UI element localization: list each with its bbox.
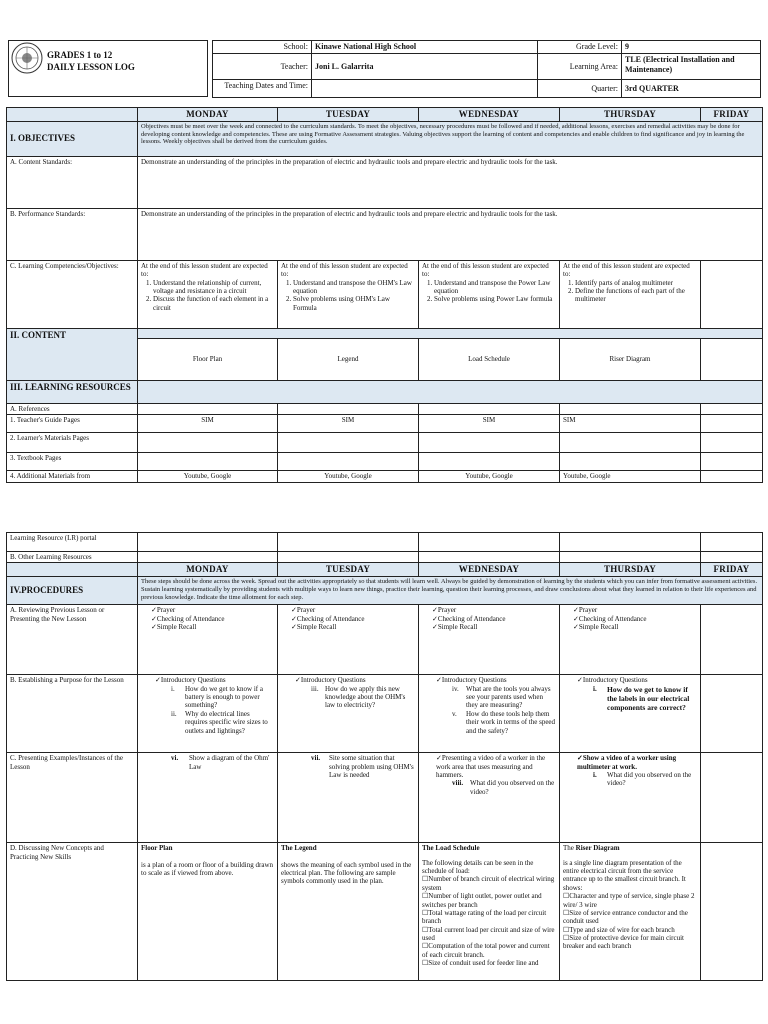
additional-tuesday: Youtube, Google <box>278 471 419 483</box>
content-heading: II. CONTENT <box>7 328 138 380</box>
grade-label: Grade Level: <box>538 41 622 54</box>
list-item: ☐ Type and size of wire for each branch <box>563 926 697 934</box>
purpose-tuesday <box>278 675 419 753</box>
area-value: TLE (Electrical Installation and Maintenance) <box>622 54 761 80</box>
objectives-note: Objectives must be meet over the week and connected to the curriculum standards. To meet the objectives, necessary procedures must be followed and if needed, additional lessons, exercises and remedial activities may be done for developing content knowledge and competencies. These are using Formative Assessment strategies. Valuing objectives support the learning of content and competencies and enable children to find significance and joy in learning the lessons. Weekly objectives shall be derived from the curriculum guides. <box>138 121 763 156</box>
quarter-label: Quarter: <box>538 80 622 98</box>
procedures-note: These steps should be done across the week. Spread out the activities appropriately so that students will learn well. Always be guided by demonstration of learning by the students which you can infer from formative assessment activities. Sustain learning systematically by providing students with multiple ways to learn new things, practice their learning, question their learning processes, and draw conclusions about what they learned in relation to their life experiences and previous knowledge. Indicate the time allotment for each step. <box>138 577 763 605</box>
day-thursday-2: THURSDAY <box>560 563 701 577</box>
purpose-monday <box>138 675 278 753</box>
list-item: ✓ Simple Recall <box>432 623 556 631</box>
teacher-label: Teacher: <box>213 54 312 80</box>
legend-text: shows the meaning of each symbol used in the electrical plan. The following are sample symbols commonly used in the plan. <box>281 860 412 886</box>
teacher-guide-tuesday: SIM <box>278 415 419 433</box>
title-line2: DAILY LESSON LOG <box>47 61 135 72</box>
day-tuesday: TUESDAY <box>278 108 419 122</box>
additional-monday: Youtube, Google <box>138 471 278 483</box>
list-item: ✓ Simple Recall <box>291 623 415 631</box>
content-standards-label: A. Content Standards: <box>7 156 138 208</box>
activity: Site some situation that solving problem using OHM's Law is needed <box>329 754 414 779</box>
question: What are the tools you always see your parents used when they are measuring? <box>466 684 551 710</box>
numeral: iii. <box>311 684 319 693</box>
comp-intro: At the end of this lesson student are expected to: <box>563 261 690 279</box>
purpose-wednesday <box>419 675 560 753</box>
activity: ✓ Show a video of a worker using multimeter at work. <box>563 754 697 771</box>
competencies-thursday <box>560 260 701 328</box>
numeral: iv. <box>452 684 459 693</box>
teacher-value: Joni L. Galarrita <box>312 54 538 80</box>
question: How do these tools help them their work in terms of the speed and the safety? <box>466 709 556 735</box>
competencies-tuesday <box>278 260 419 328</box>
day-monday: MONDAY <box>138 108 278 122</box>
day-friday: FRIDAY <box>701 108 763 122</box>
list-item: ☐ Number of light outlet, power outlet and switches per branch <box>422 892 556 909</box>
additional-label: 4. Additional Materials from <box>7 471 138 483</box>
comp-item: 1. Understand and transpose the OHM's Law equation <box>293 279 415 296</box>
question: Why do electrical lines requires specific wire sizes to outlets and lightings? <box>185 709 268 735</box>
question: How do we apply this new knowledge about the OHM's law to electricity? <box>325 684 406 710</box>
teacher-guide-wednesday: SIM <box>419 415 560 433</box>
comp-item: 1. Understand and transpose the Power Law equation <box>434 279 556 296</box>
header-table <box>212 40 761 98</box>
list-item: ✓ Simple Recall <box>573 623 697 631</box>
legend-title: The Legend <box>281 844 317 853</box>
references-label: A. References <box>7 403 138 414</box>
intro-questions: ✓ Introductory Questions <box>141 676 274 684</box>
question: How do we get to know if the labels in our electrical components are correct? <box>607 684 690 712</box>
day-tuesday-2: TUESDAY <box>278 563 419 577</box>
competencies-label: C. Learning Competencies/Objectives: <box>7 260 138 328</box>
day-thursday: THURSDAY <box>560 108 701 122</box>
discussing-label: D. Discussing New Concepts and Practicing New Skills <box>7 843 138 981</box>
list-item: ✓ Prayer <box>432 606 556 614</box>
procedures-heading: IV.PROCEDURES <box>7 577 138 605</box>
learner-materials-label: 2. Learner's Materials Pages <box>7 433 138 453</box>
area-label: Learning Area: <box>538 54 622 80</box>
content-standards-text: Demonstrate an understanding of the principles in the preparation of electric and hydraulic tools and prepare electric and hydraulic tools for the task. <box>138 156 763 208</box>
content-wednesday: Load Schedule <box>419 338 560 380</box>
day-monday-2: MONDAY <box>138 563 278 577</box>
day-friday-2: FRIDAY <box>701 563 763 577</box>
presenting-wednesday <box>419 753 560 843</box>
intro-questions: ✓ Introductory Questions <box>281 676 415 684</box>
lr-portal-label: Learning Resource (LR) portal <box>7 533 138 552</box>
review-monday <box>138 605 278 675</box>
activity: Show a diagram of the Ohm' Law <box>189 754 270 771</box>
intro-questions: ✓ Introductory Questions <box>422 676 556 684</box>
list-item: ✓ Prayer <box>291 606 415 614</box>
comp-item: 1. Identify parts of analog multimeter <box>575 279 697 287</box>
content-tuesday: Legend <box>278 338 419 380</box>
riser-the: The <box>563 844 576 853</box>
resources-heading: III. LEARNING RESOURCES <box>7 380 138 403</box>
comp-item: 2. Discuss the function of each element in a circuit <box>153 295 274 312</box>
dates-value <box>312 80 538 98</box>
riser-text: is a single line diagram presentation of the entire electrical circuit from the service entrance up to the smallest circuit branch. It shows: <box>563 858 686 892</box>
list-item: ✓ Checking of Attendance <box>151 615 274 623</box>
other-resources-label: B. Other Learning Resources <box>7 552 138 563</box>
content-thursday: Riser Diagram <box>560 338 701 380</box>
discussing-tuesday <box>278 843 419 981</box>
load-schedule-intro: The following details can be seen in the schedule of load: <box>422 858 534 875</box>
list-item: ✓ Checking of Attendance <box>432 615 556 623</box>
objectives-heading: I. OBJECTIVES <box>7 121 138 156</box>
comp-item: 2. Define the functions of each part of the multimeter <box>575 287 697 304</box>
teacher-guide-label: 1. Teacher's Guide Pages <box>7 415 138 433</box>
presenting-thursday <box>560 753 701 843</box>
school-value: Kinawe National High School <box>312 41 538 54</box>
review-tuesday <box>278 605 419 675</box>
textbook-label: 3. Textbook Pages <box>7 453 138 471</box>
lesson-table-page2 <box>6 532 763 981</box>
list-item: ✓ Simple Recall <box>151 623 274 631</box>
competencies-wednesday <box>419 260 560 328</box>
comp-intro: At the end of this lesson student are expected to: <box>281 261 408 279</box>
floor-plan-title: Floor Plan <box>141 844 173 853</box>
list-item: ☐ Size of conduit used for feeder line and <box>422 959 556 967</box>
list-item: ☐ Computation of the total power and current of each circuit branch. <box>422 942 556 959</box>
question: How do we get to know if a battery is enough to power something? <box>185 684 263 710</box>
performance-standards-label: B. Performance Standards: <box>7 208 138 260</box>
numeral: vi. <box>171 754 179 763</box>
performance-standards-text: Demonstrate an understanding of the principles in the preparation of electric and hydraulic tools and prepare electric and hydraulic tools for the task. <box>138 208 763 260</box>
question: What did you observed on the video? <box>470 779 555 796</box>
discussing-wednesday <box>419 843 560 981</box>
comp-intro: At the end of this lesson student are expected to: <box>422 261 549 279</box>
grade-value: 9 <box>622 41 761 54</box>
comp-intro: At the end of this lesson student are expected to: <box>141 261 268 279</box>
additional-thursday: Youtube, Google <box>560 471 701 483</box>
list-item: ☐ Size of protective device for main circuit breaker and each branch <box>563 934 697 951</box>
day-wednesday: WEDNESDAY <box>419 108 560 122</box>
list-item: ✓ Prayer <box>151 606 274 614</box>
numeral: v. <box>452 709 457 718</box>
comp-item: 2. Solve problems using Power Law formula <box>434 295 556 303</box>
discussing-thursday <box>560 843 701 981</box>
review-wednesday <box>419 605 560 675</box>
list-item: ☐ Total current load per circuit and size of wire used <box>422 926 556 943</box>
intro-questions: ✓ Introductory Questions <box>563 676 697 684</box>
review-thursday <box>560 605 701 675</box>
title-line1: GRADES 1 to 12 <box>47 50 113 60</box>
activity: ✓ Presenting a video of a worker in the work area that uses measuring and hammers. <box>422 754 556 779</box>
review-label: A. Reviewing Previous Lesson or Presenting the New Lesson <box>7 605 138 675</box>
list-item: ✓ Checking of Attendance <box>573 615 697 623</box>
dates-label: Teaching Dates and Time: <box>213 80 312 98</box>
purpose-label: B. Establishing a Purpose for the Lesson <box>7 675 138 753</box>
teacher-guide-monday: SIM <box>138 415 278 433</box>
load-schedule-title: The Load Schedule <box>422 844 480 853</box>
discussing-monday <box>138 843 278 981</box>
school-label: School: <box>213 41 312 54</box>
presenting-tuesday <box>278 753 419 843</box>
content-monday: Floor Plan <box>138 338 278 380</box>
question: What did you observed on the video? <box>607 770 692 788</box>
numeral: i. <box>171 684 175 693</box>
numeral: ii. <box>171 709 177 718</box>
numeral: viii. <box>452 779 464 788</box>
floor-plan-text: is a plan of a room or floor of a building drawn to scale as if viewed from above. <box>141 860 273 877</box>
lesson-table-page1 <box>6 107 763 483</box>
list-item: ✓ Prayer <box>573 606 697 614</box>
riser-title: Riser Diagram <box>575 844 620 853</box>
numeral: i. <box>593 684 597 693</box>
purpose-thursday <box>560 675 701 753</box>
comp-item: 2. Solve problems using OHM's Law Formula <box>293 295 415 312</box>
presenting-label: C. Presenting Examples/Instances of the Lesson <box>7 753 138 843</box>
list-item: ☐ Size of service entrance conductor and the conduit used <box>563 909 697 926</box>
quarter-value: 3rd QUARTER <box>622 80 761 98</box>
header-box-left <box>8 40 208 97</box>
list-item: ☐ Character and type of service, single phase 2 wire/ 3 wire <box>563 892 697 909</box>
numeral: i. <box>593 770 597 779</box>
presenting-monday <box>138 753 278 843</box>
competencies-monday <box>138 260 278 328</box>
numeral: vii. <box>311 754 321 763</box>
additional-wednesday: Youtube, Google <box>419 471 560 483</box>
comp-item: 1. Understand the relationship of current, voltage and resistance in a circuit <box>153 279 274 296</box>
list-item: ✓ Checking of Attendance <box>291 615 415 623</box>
teacher-guide-thursday: SIM <box>560 415 701 433</box>
list-item: ☐ Total wattage rating of the load per circuit branch <box>422 909 556 926</box>
day-wednesday-2: WEDNESDAY <box>419 563 560 577</box>
list-item: ☐ Number of branch circuit of electrical wiring system <box>422 875 556 892</box>
